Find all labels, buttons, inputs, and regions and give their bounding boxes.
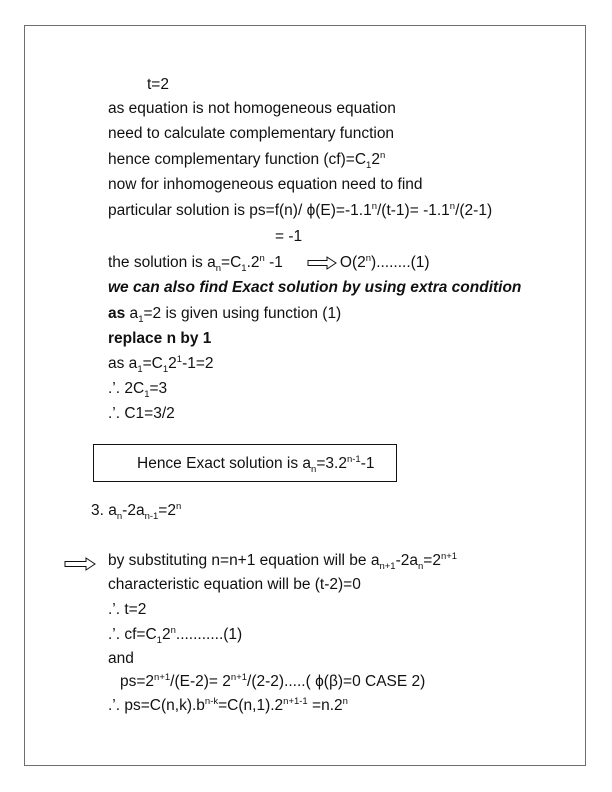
line-2c1-equals-3: .’. $2C_1=3$ [108, 380, 168, 401]
line-inhomogeneous: now for inhomogeneous equation need to find [108, 176, 423, 193]
line-replace-n: replace n by 1 [108, 330, 212, 347]
line-not-homogeneous: as equation is not homogeneous equation [108, 100, 396, 117]
line-as-a1-equals: as $a_1=C_12^1-1=2$ [108, 353, 214, 376]
line-complementary-function: hence complementary function $(cf)=C_12^n$ [108, 149, 386, 172]
line-characteristic-equation: characteristic equation will be (t-2)=0 [108, 576, 361, 593]
line-problem-3: 3. $a_n-2a_{n-1}=2^n$ [91, 500, 182, 523]
line-cf: .’. $cf=C_12^n...........(1)$ [108, 624, 243, 647]
line-as-a1-given: as $a_1=2$ is given using function (1) [108, 305, 342, 326]
line-ps: $ps=2^{n+1}/(E-2)= 2^{n+1}/(2-2)$.....( ϕ(β)=0 CASE 2) [120, 671, 426, 690]
line-substituting: by substituting n=n+1 equation will be $a_{n+1}-2a_n=2^{n+1}$ [108, 550, 458, 573]
line-t-equals-2-b: .’. t=2 [108, 601, 147, 618]
line-the-solution: the solution is $a_n=C_1.2^n$ -1 O(2$^n$)........(1) [108, 252, 430, 275]
line-and: and [108, 650, 134, 667]
line-hence-exact-solution: Hence Exact solution is $a_n=3.2^{n-1}-1$ [137, 453, 375, 476]
line-particular-solution: particular solution is ps=f(n)/ $\phi(E)=-1.1^n/(t-1)= -1.1^n/(2-1)$ [108, 200, 493, 219]
line-need-complementary: need to calculate complementary function [108, 125, 395, 142]
implies-arrow-icon [64, 557, 96, 571]
line-exact-solution-heading: we can also find Exact solution by using extra condition [108, 279, 522, 296]
line-ps-result: .’. $ps=C(n,k).b^{n-k}=C(n,1).2^{n+1-1} =n.2^n$ [108, 695, 348, 714]
implies-arrow-icon [307, 256, 337, 270]
line-c1-equals: .’. C1=3/2 [108, 405, 175, 422]
line-t-equals-2: t=2 [147, 76, 169, 93]
line-equals-minus-one: = -1 [275, 228, 303, 245]
